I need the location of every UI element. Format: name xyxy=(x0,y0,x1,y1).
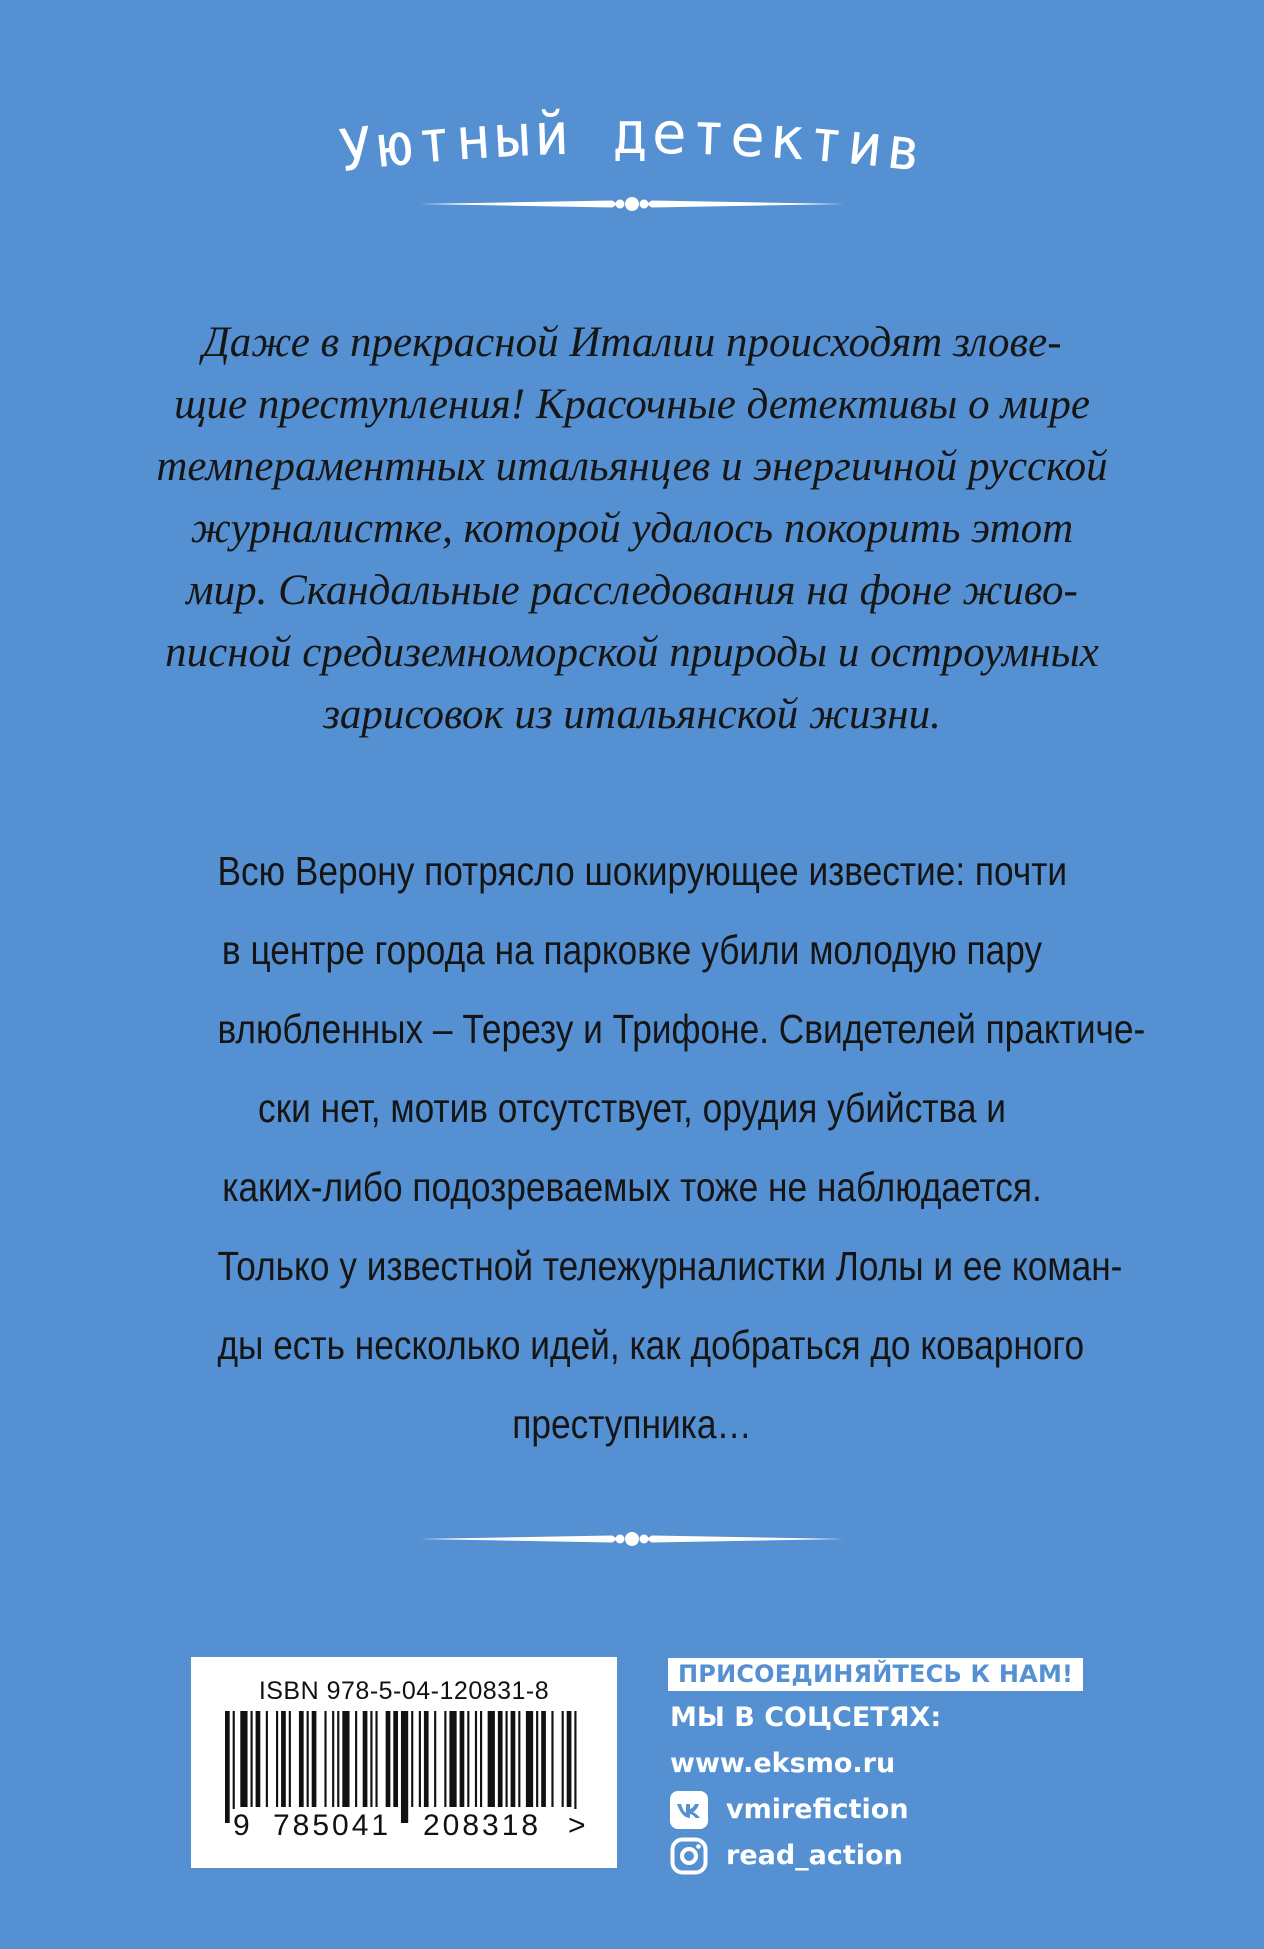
blurb-intro-line: журналистке, которой удалось покорить этот xyxy=(190,505,1074,552)
instagram-handle: read_action xyxy=(726,1840,903,1871)
isbn-number: ISBN 978-5-04-120831-8 xyxy=(258,1677,550,1705)
blurb-plot-line: преступника… xyxy=(512,1401,752,1447)
vk-handle: vmirefiction xyxy=(726,1794,909,1825)
blurb-intro-line: зарисовок из итальянской жизни. xyxy=(323,691,941,738)
blurb-plot xyxy=(217,832,1146,1464)
blurb-plot-line: влюбленных – Терезу и Трифоне. Свидетелей практиче- xyxy=(217,1006,1146,1052)
ornament-divider-top xyxy=(420,192,844,216)
svg-text:Уютный детектив xyxy=(334,99,929,185)
blurb-plot-line: ски нет, мотив отсутствует, орудия убийства и xyxy=(258,1085,1006,1131)
blurb-intro-line: писной средиземноморской природы и остроумных xyxy=(165,629,1099,676)
blurb-plot-line: Всю Верону потрясло шокирующее известие: почти xyxy=(217,848,1068,894)
blurb-plot-line: в центре города на парковке убили молодую пару xyxy=(221,927,1043,973)
website-link[interactable]: www.eksmo.ru xyxy=(670,1748,896,1779)
isbn-barcode xyxy=(191,1657,617,1868)
instagram-icon xyxy=(670,1837,708,1875)
blurb-intro-line: Даже в прекрасной Италии происходят злове- xyxy=(202,319,1062,366)
instagram-link[interactable] xyxy=(668,1833,1088,1879)
blurb-intro-line: мир. Скандальные расследования на фоне живо- xyxy=(186,567,1078,614)
barcode-digit-first: 9 xyxy=(233,1809,250,1842)
barcode-digits-right: 208318 xyxy=(423,1809,542,1842)
blurb-plot-line: Только у известной тележурналистки Лолы и ее коман- xyxy=(217,1243,1123,1289)
barcode-bars xyxy=(191,1711,617,1831)
social-networks-label: МЫ В СОЦСЕТЯХ: xyxy=(670,1702,942,1733)
series-title-text: Уютный детектив xyxy=(334,99,930,186)
blurb-intro xyxy=(150,312,1114,746)
social-block xyxy=(668,1658,1088,1879)
barcode-digits-left: 785041 xyxy=(273,1809,392,1842)
blurb-plot-line: каких-либо подозреваемых тоже не наблюдается. xyxy=(222,1164,1042,1210)
blurb-intro-line: темпераментных итальянцев и энергичной русской xyxy=(156,443,1108,490)
barcode-digit-end: > xyxy=(568,1809,586,1842)
vk-icon xyxy=(670,1791,708,1829)
blurb-intro-line: щие преступления! Красочные детективы о мире xyxy=(174,381,1090,428)
ornament-divider-bottom xyxy=(420,1527,844,1551)
blurb-plot-line: ды есть несколько идей, как добраться до коварного xyxy=(217,1322,1085,1368)
join-banner: ПРИСОЕДИНЯЙТЕСЬ К НАМ! xyxy=(668,1658,1083,1691)
vk-link[interactable] xyxy=(668,1787,1088,1833)
